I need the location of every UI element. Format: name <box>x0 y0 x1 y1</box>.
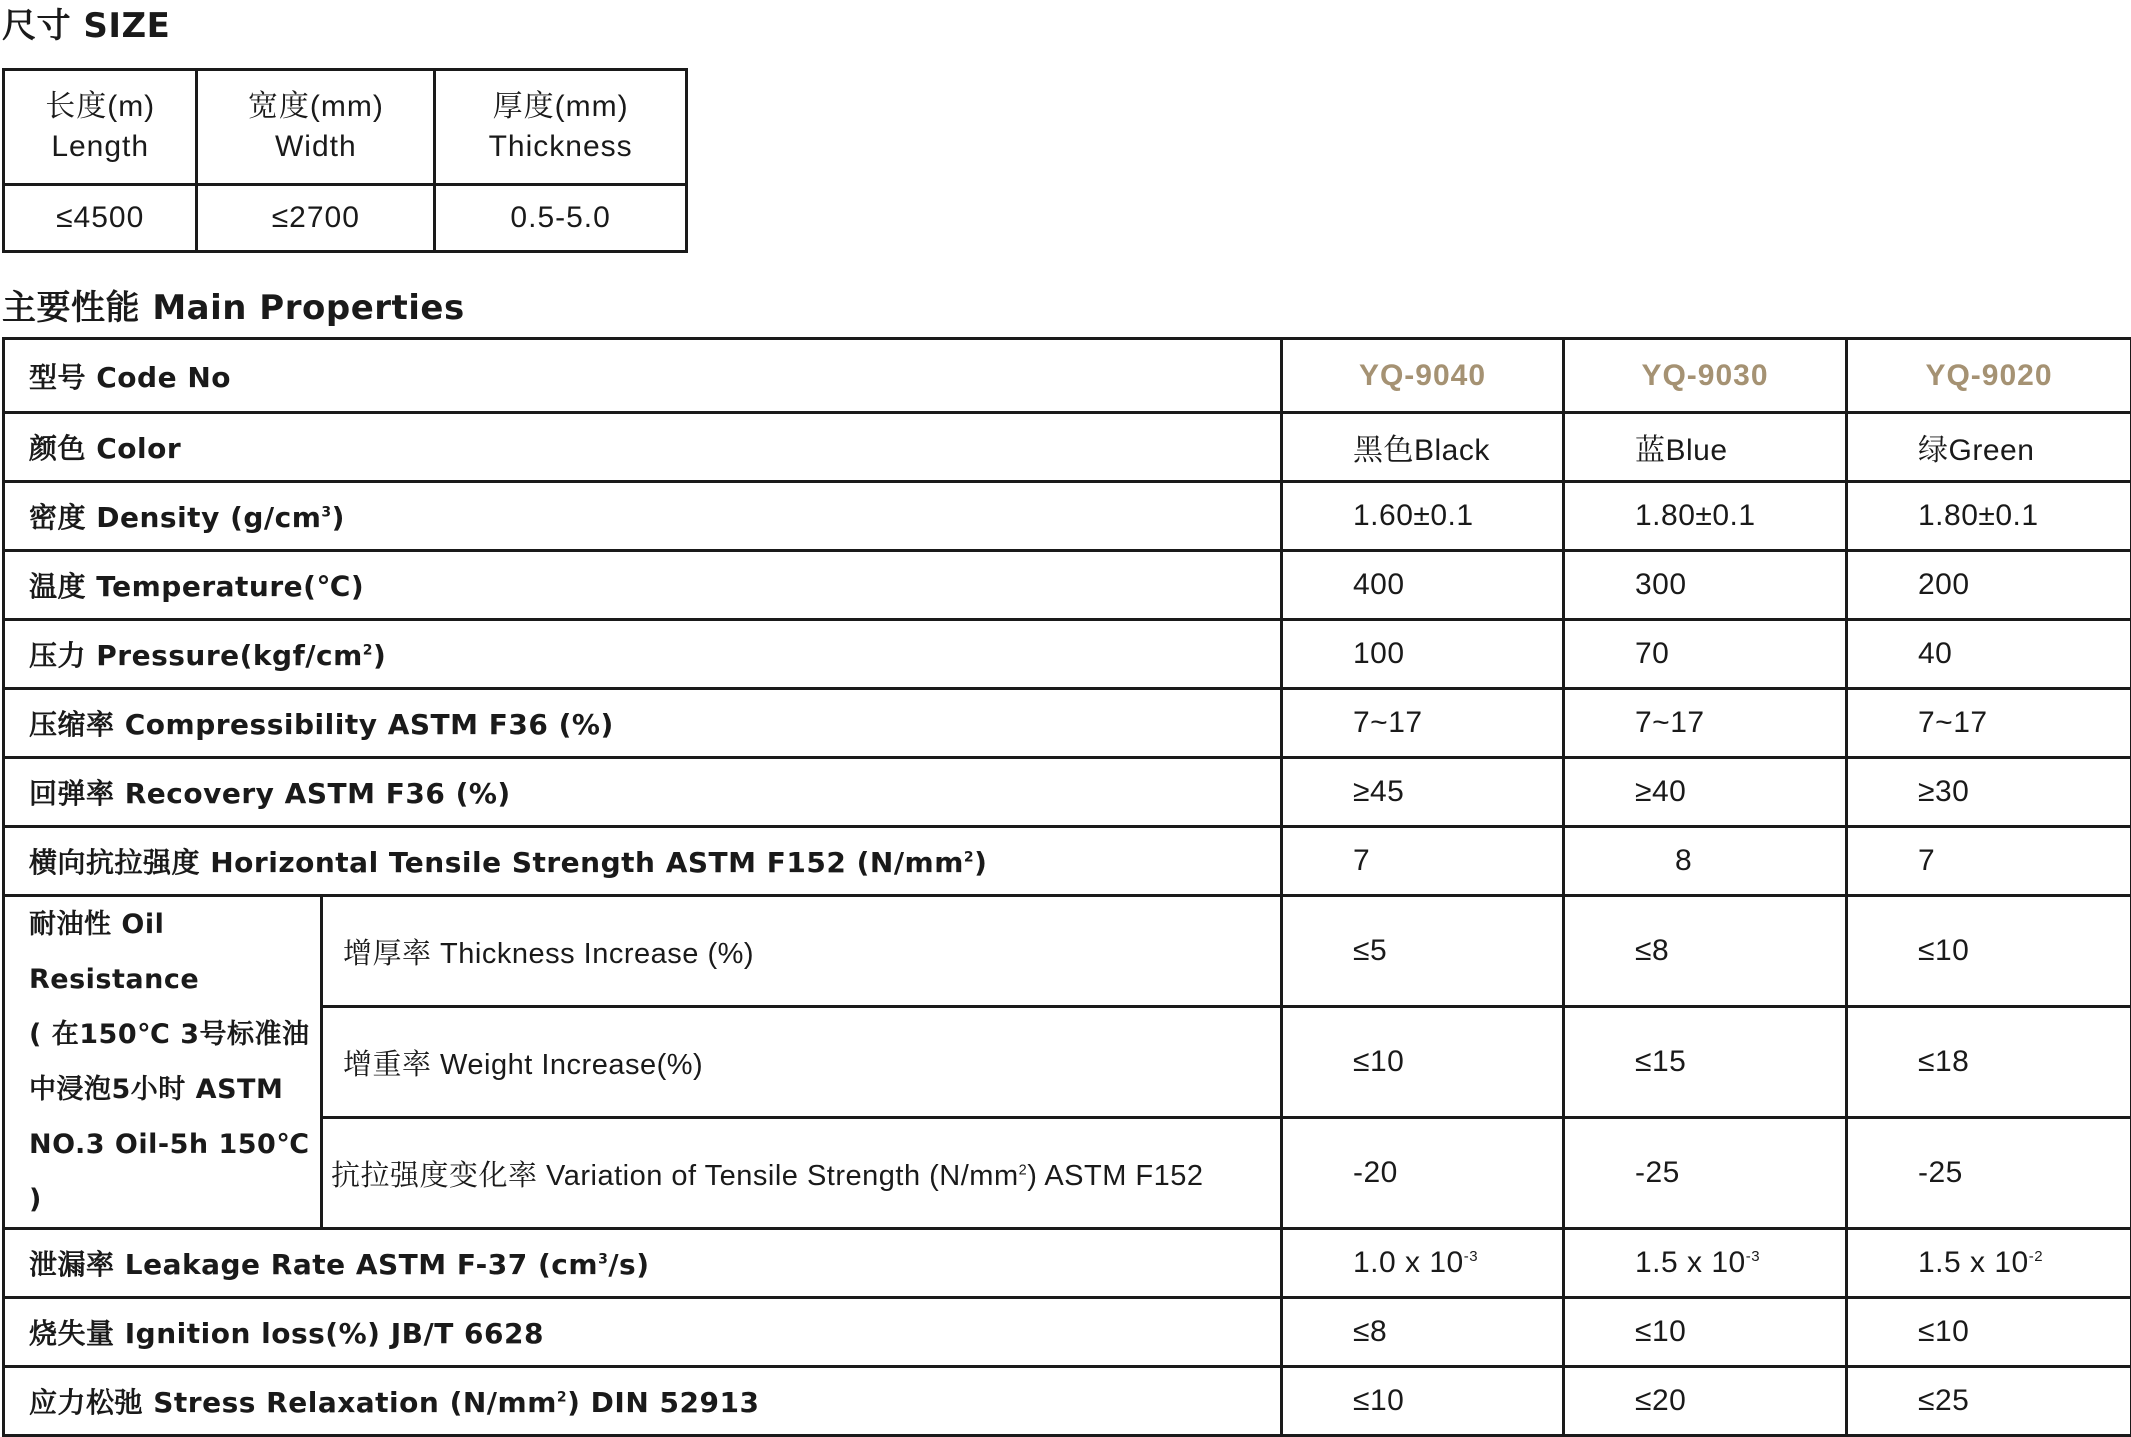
tensile-variation-value: -25 <box>1564 1118 1847 1229</box>
density-value: 1.60±0.1 <box>1282 482 1564 551</box>
thickness-header: 厚度(mm) Thickness <box>435 70 687 185</box>
density-value: 1.80±0.1 <box>1564 482 1847 551</box>
density-row <box>4 482 2131 551</box>
temperature-value: 400 <box>1282 551 1564 620</box>
pressure-value: 40 <box>1847 620 2131 689</box>
compressibility-value: 7~17 <box>1564 689 1847 758</box>
oil-thickness-row <box>4 896 2131 1007</box>
length-value: ≤4500 <box>4 185 197 252</box>
pressure-value: 70 <box>1564 620 1847 689</box>
leakage-value: 1.5 x $10^{-2}$ <box>1847 1229 2131 1298</box>
width-value: ≤2700 <box>197 185 435 252</box>
properties-table <box>2 337 2131 1437</box>
pressure-label: 压力 $Pressure(kgf/cm^2)$ <box>4 620 1282 689</box>
pressure-value: 100 <box>1282 620 1564 689</box>
leakage-row <box>4 1229 2131 1298</box>
thickness-increase-label: 增厚率 Thickness Increase (%) <box>322 896 1282 1007</box>
weight-increase-value: ≤15 <box>1564 1007 1847 1118</box>
relaxation-row <box>4 1367 2131 1436</box>
tensile-label: 横向抗拉强度 Horizontal Tensile Strength ASTM F152 $(N/mm^2)$ <box>4 827 1282 896</box>
recovery-label: 回弹率 Recovery ASTM F36 (%) <box>4 758 1282 827</box>
compressibility-label: 压缩率 Compressibility ASTM F36 (%) <box>4 689 1282 758</box>
leakage-value: 1.5 x $10^{-3}$ <box>1564 1229 1847 1298</box>
density-value: 1.80±0.1 <box>1847 482 2131 551</box>
ignition-label: 烧失量 Ignition loss(%) JB/T 6628 <box>4 1298 1282 1367</box>
weight-increase-label: 增重率 Weight Increase(%) <box>322 1007 1282 1118</box>
pressure-row <box>4 620 2131 689</box>
weight-increase-value: ≤18 <box>1847 1007 2131 1118</box>
thickness-increase-value: ≤8 <box>1564 896 1847 1007</box>
oil-weight-row <box>4 1007 2131 1118</box>
ignition-value: ≤10 <box>1847 1298 2131 1367</box>
thickness-increase-value: ≤10 <box>1847 896 2131 1007</box>
relaxation-value: ≤20 <box>1564 1367 1847 1436</box>
temperature-value: 200 <box>1847 551 2131 620</box>
weight-increase-value: ≤10 <box>1282 1007 1564 1118</box>
code-yq9020: YQ-9020 <box>1847 339 2131 413</box>
compressibility-row <box>4 689 2131 758</box>
size-value-row <box>4 185 687 252</box>
tensile-variation-value: -25 <box>1847 1118 2131 1229</box>
recovery-value: ≥40 <box>1564 758 1847 827</box>
compressibility-value: 7~17 <box>1847 689 2131 758</box>
recovery-value: ≥30 <box>1847 758 2131 827</box>
temperature-row <box>4 551 2131 620</box>
recovery-row <box>4 758 2131 827</box>
relaxation-value: ≤25 <box>1847 1367 2131 1436</box>
color-row <box>4 413 2131 482</box>
leakage-value: 1.0 x $10^{-3}$ <box>1282 1229 1564 1298</box>
tensile-value: 7 <box>1282 827 1564 896</box>
tensile-value: 7 <box>1847 827 2131 896</box>
temperature-value: 300 <box>1564 551 1847 620</box>
tensile-row <box>4 827 2131 896</box>
color-value: 黑色Black <box>1282 413 1564 482</box>
code-label: 型号 Code No <box>4 339 1282 413</box>
tensile-variation-label: 抗拉强度变化率 Variation of Tensile Strength $(N/mm^2)$ ASTM F152 <box>322 1118 1282 1229</box>
density-label: 密度 Density $(g/cm^3)$ <box>4 482 1282 551</box>
color-value: 绿Green <box>1847 413 2131 482</box>
code-yq9040: YQ-9040 <box>1282 339 1564 413</box>
tensile-value: 8 <box>1564 827 1847 896</box>
thickness-value: 0.5-5.0 <box>435 185 687 252</box>
code-row <box>4 339 2131 413</box>
compressibility-value: 7~17 <box>1282 689 1564 758</box>
oil-variation-row <box>4 1118 2131 1229</box>
length-header: 长度(m) Length <box>4 70 197 185</box>
recovery-value: ≥45 <box>1282 758 1564 827</box>
thickness-increase-value: ≤5 <box>1282 896 1564 1007</box>
width-header: 宽度(mm) Width <box>197 70 435 185</box>
size-section-title: 尺寸 SIZE <box>2 0 170 47</box>
color-value: 蓝Blue <box>1564 413 1847 482</box>
ignition-value: ≤8 <box>1282 1298 1564 1367</box>
properties-section-title: 主要性能 Main Properties <box>2 280 465 329</box>
ignition-value: ≤10 <box>1564 1298 1847 1367</box>
code-yq9030: YQ-9030 <box>1564 339 1847 413</box>
leakage-label: 泄漏率 Leakage Rate ASTM F-37 $(cm^3/s)$ <box>4 1229 1282 1298</box>
ignition-row <box>4 1298 2131 1367</box>
relaxation-value: ≤10 <box>1282 1367 1564 1436</box>
color-label: 颜色 Color <box>4 413 1282 482</box>
size-table <box>2 68 688 253</box>
size-header-row <box>4 70 687 185</box>
temperature-label: 温度 Temperature(℃) <box>4 551 1282 620</box>
tensile-variation-value: -20 <box>1282 1118 1564 1229</box>
oil-resistance-label: 耐油性 Oil Resistance ( 在150℃ 3号标准油 中浸泡5小时 ASTM NO.3 Oil-5h 150℃ ) <box>4 896 322 1229</box>
relaxation-label: 应力松弛 Stress Relaxation $(N/mm^2)$ DIN 52913 <box>4 1367 1282 1436</box>
